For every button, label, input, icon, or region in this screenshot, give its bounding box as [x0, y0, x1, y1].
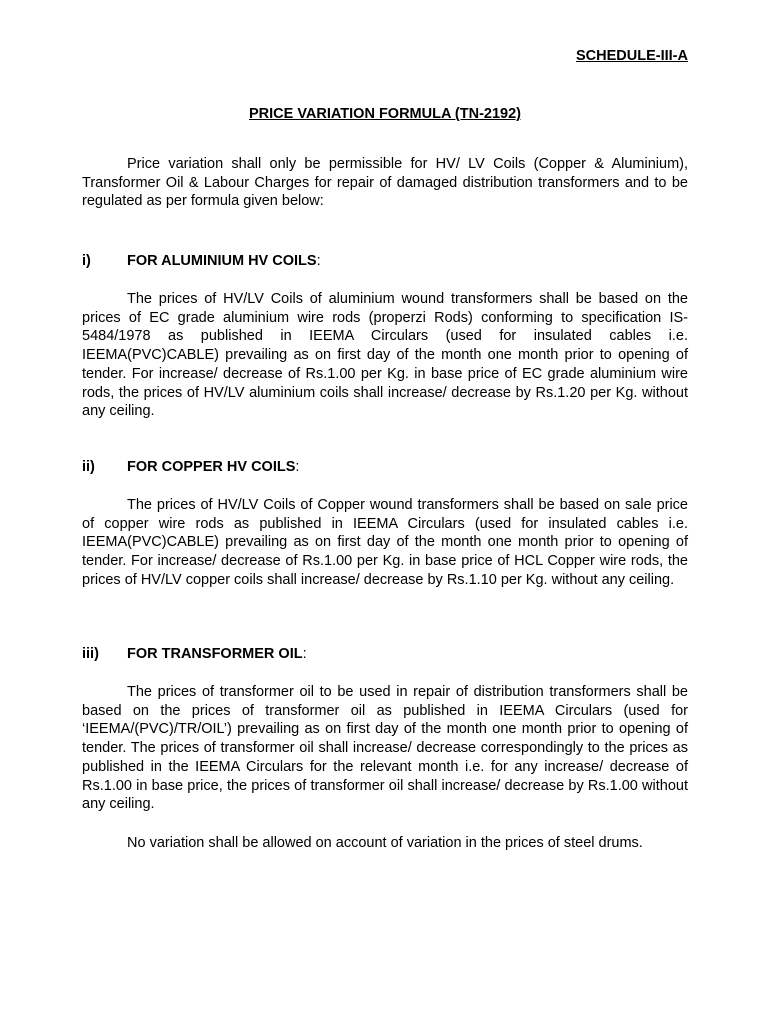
section-heading-text: FOR ALUMINIUM HV COILS: [127, 253, 317, 269]
section-heading-colon: :: [295, 459, 300, 475]
section-number: iii): [82, 646, 99, 662]
section-number: i): [82, 253, 91, 269]
section-heading-transformer-oil: [82, 646, 307, 662]
section-heading-aluminium: [82, 253, 321, 269]
section-heading-copper: [82, 459, 299, 475]
steel-drums-note: No variation shall be allowed on account of variation in the prices of steel drums.: [127, 835, 643, 851]
section-number: ii): [82, 459, 95, 475]
schedule-label: SCHEDULE-III-A: [576, 48, 688, 64]
section-heading-colon: :: [316, 253, 321, 269]
section-body-transformer-oil: The prices of transformer oil to be used in repair of distribution transformers shall be based on the prices of transformer oil as published in IEEMA Circulars (used for ‘IEEMA/(PVC)/TR/OIL’) prevailing as on first day of the month one month prior to opening of tender. The prices of transformer oil shall increase/ decrease correspondingly to the prices as published in the IEEMA Circulars for the relevant month i.e. for any increase/ decrease of Rs.1.00 in base price, the prices of transformer oil shall increase/ decrease by Rs.1.00 without any ceiling.: [82, 684, 688, 813]
document-title: PRICE VARIATION FORMULA (TN-2192): [248, 106, 522, 122]
section-body-aluminium: The prices of HV/LV Coils of aluminium wound transformers shall be based on the prices of EC grade aluminium wire rods (properzi Rods) conforming to specification IS-5484/1978 as published in IEEMA Circulars (used for insulated cables i.e. IEEMA(PVC)CABLE) prevailing as on first day of the month one month prior to opening of tender. For increase/ decrease of Rs.1.00 per Kg. in base price of EC grade aluminium wire rods, the prices of HV/LV aluminium coils shall increase/ decrease by Rs.1.20 per Kg. without any ceiling.: [82, 291, 688, 420]
section-heading-text: FOR COPPER HV COILS: [127, 459, 296, 475]
intro-paragraph: Price variation shall only be permissible for HV/ LV Coils (Copper & Aluminium), Transformer Oil & Labour Charges for repair of damaged distribution transformers and to be regulated as per formula given below:: [82, 156, 688, 210]
section-heading-colon: :: [302, 646, 307, 662]
section-body-copper: The prices of HV/LV Coils of Copper wound transformers shall be based on sale price of copper wire rods as published in IEEMA Circulars (used for insulated cables i.e. IEEMA(PVC)CABLE) prevailing as on first day of the month one month prior to opening of tender. For increase/ decrease of Rs.1.00 per Kg. in base price of HCL Copper wire rods, the prices of HV/LV copper coils shall increase/ decrease by Rs.1.10 per Kg. without any ceiling.: [82, 497, 688, 588]
section-heading-text: FOR TRANSFORMER OIL: [127, 646, 303, 662]
